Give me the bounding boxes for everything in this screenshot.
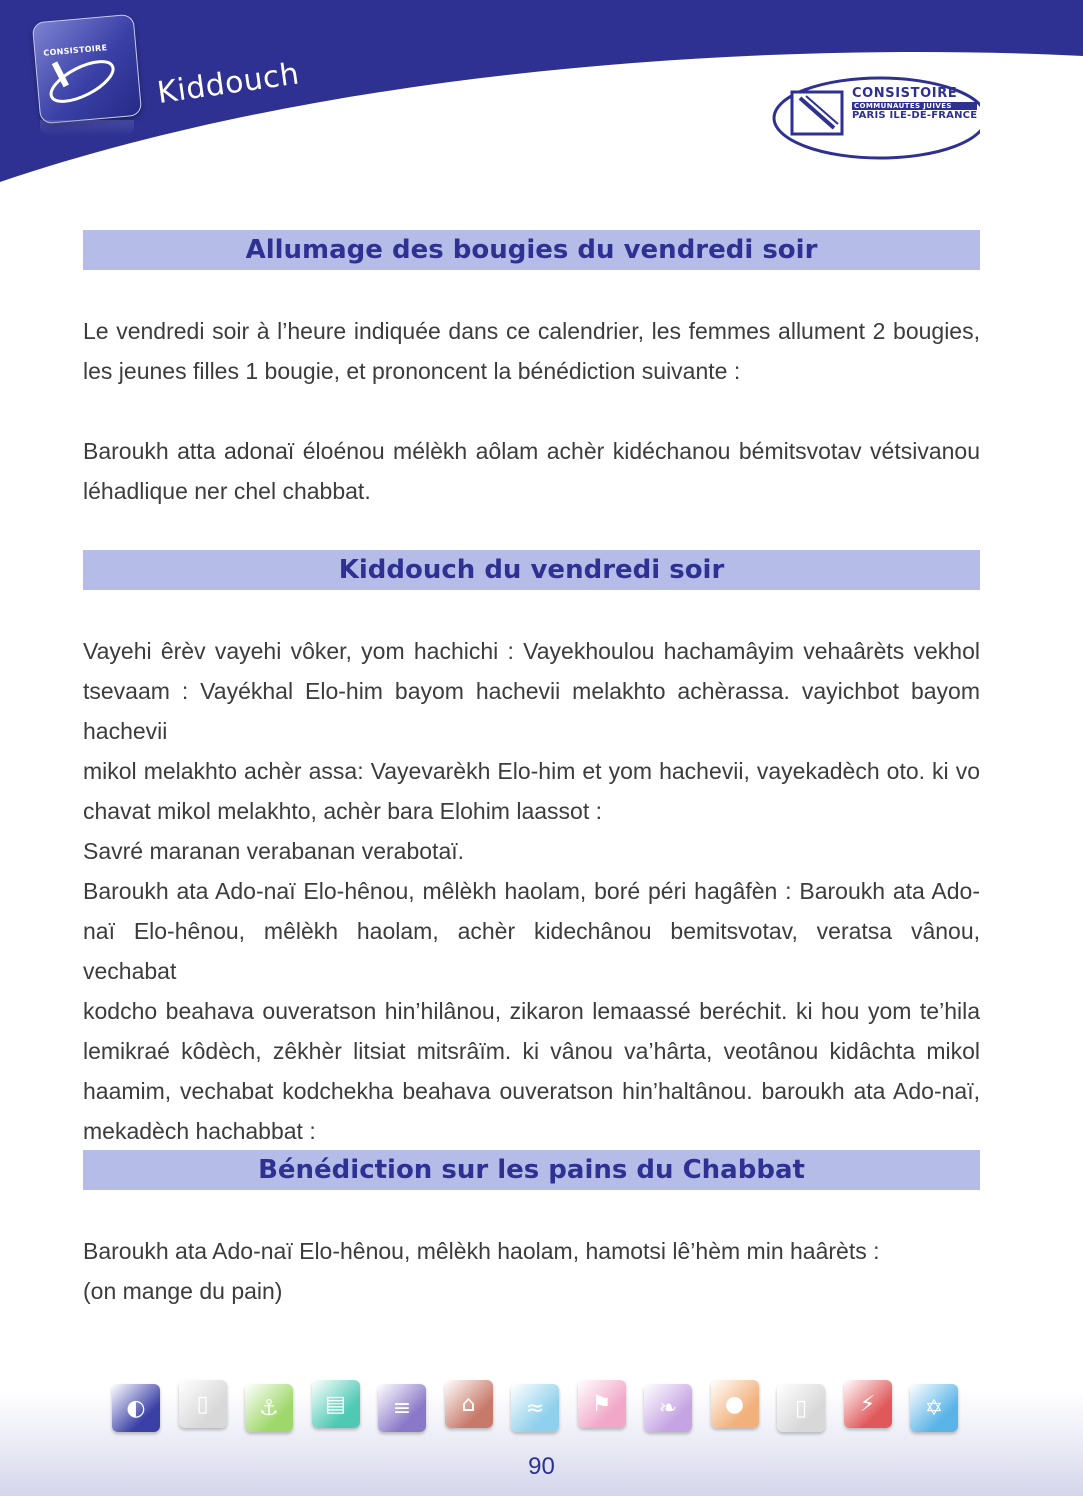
text-line: chavat mikol melakhto, achèr bara Elohim laassot : [83, 798, 603, 824]
text-line: tsevaam : Vayékhal Elo-him bayom hachevii melakhto achèrassa. vayichbot bayom hachevii [83, 678, 980, 744]
section-body-kiddouch [83, 631, 980, 1191]
blank-line [83, 391, 980, 431]
text-line: Baroukh ata Ado-naï Elo-hênou, mêlèkh haolam, boré péri hagâfèn : Baroukh ata Ado- [83, 878, 980, 904]
text-line: les jeunes filles 1 bougie, et prononcent la bénédiction suivante : [83, 358, 741, 384]
text-line: Vayehi êrèv vayehi vôker, yom hachichi : Vayekhoulou hachamâyim vehaârèts vekhol [83, 638, 980, 664]
text-line: kodcho beahava ouveratson hin’hilânou, zikaron lemaassé beréchit. ki hou yom te’hila [83, 998, 980, 1024]
consistoire-icon[interactable]: ◐ [112, 1384, 160, 1432]
candle-icon[interactable]: ▯ [179, 1380, 227, 1428]
dove-icon[interactable]: ❧ [644, 1384, 692, 1432]
text-line: mekadèch hachabbat : [83, 1118, 316, 1144]
text-line: Le vendredi soir à l’heure indiquée dans ce calendrier, les femmes allument 2 bougies, [83, 318, 980, 344]
text-line: naï Elo-hênou, mêlèkh haolam, achèr kidechânou bemitsvotav, veratsa vânou, vechabat [83, 918, 980, 984]
text-line: léhadlique ner chel chabbat. [83, 478, 371, 504]
scroll-icon[interactable]: ≡ [378, 1384, 426, 1432]
mikve-icon[interactable]: ≈ [511, 1384, 559, 1432]
section-body-bread [83, 1231, 980, 1311]
page-number: 90 [528, 1453, 555, 1480]
text-line: mikol melakhto achèr assa: Vayevarèkh Elo-him et yom hachevii, vayekadèch oto. ki vo [83, 758, 980, 784]
text-line: Baroukh ata Ado-naï Elo-hênou, mêlèkh haolam, hamotsi lê’hèm min haârèts : [83, 1238, 880, 1264]
logo-line-2: COMMUNAUTES JUIVES [852, 102, 977, 110]
food-icon[interactable]: ● [711, 1380, 759, 1428]
logo-text [852, 86, 977, 121]
text-line: Savré maranan verabanan verabotaï. [83, 838, 465, 864]
lightning-icon[interactable]: ⚡ [844, 1380, 892, 1428]
people-icon[interactable]: ⚓ [245, 1384, 293, 1432]
book-icon[interactable]: ▤ [312, 1380, 360, 1428]
memorial-candle-icon[interactable]: ▯ [777, 1384, 825, 1432]
flag-icon[interactable]: ⚑ [578, 1380, 626, 1428]
text-line: Baroukh atta adonaï éloénou mélèkh aôlam achèr kidéchanou bémitsvotav vétsivanou [83, 438, 980, 464]
section-heading-kiddouch: Kiddouch du vendredi soir [83, 550, 980, 590]
chapter-navigation [112, 1378, 962, 1440]
section-heading-bread: Bénédiction sur les pains du Chabbat [83, 1150, 980, 1190]
logo-line-3: PARIS ILE-DE-FRANCE [852, 110, 978, 121]
section-heading-candles: Allumage des bougies du vendredi soir [83, 230, 980, 270]
consistoire-emblem-icon [33, 15, 141, 123]
tab-icon-reflection [40, 120, 134, 136]
logo-line-1: CONSISTOIRE [852, 86, 958, 101]
text-line: lemikraé kôdèch, zêkhèr litsiat mitsrâïm. ki vânou va’hârta, veotânou kidâchta mikol [83, 1038, 980, 1064]
tab-icon-caption: CONSISTOIRE [43, 43, 108, 58]
text-line: haamim, vechabat kodchekha beahava ouveratson hin’haltânou. baroukh ata Ado-naï, [83, 1078, 980, 1104]
chapter-tab-icon [32, 14, 143, 125]
page-section-title: Kiddouch [155, 56, 302, 111]
star-of-david-icon[interactable]: ✡ [910, 1384, 958, 1432]
consistoire-logo [770, 74, 980, 170]
synagogue-icon[interactable]: ⌂ [445, 1380, 493, 1428]
text-line: (on mange du pain) [83, 1278, 283, 1304]
section-body-candles [83, 311, 980, 511]
